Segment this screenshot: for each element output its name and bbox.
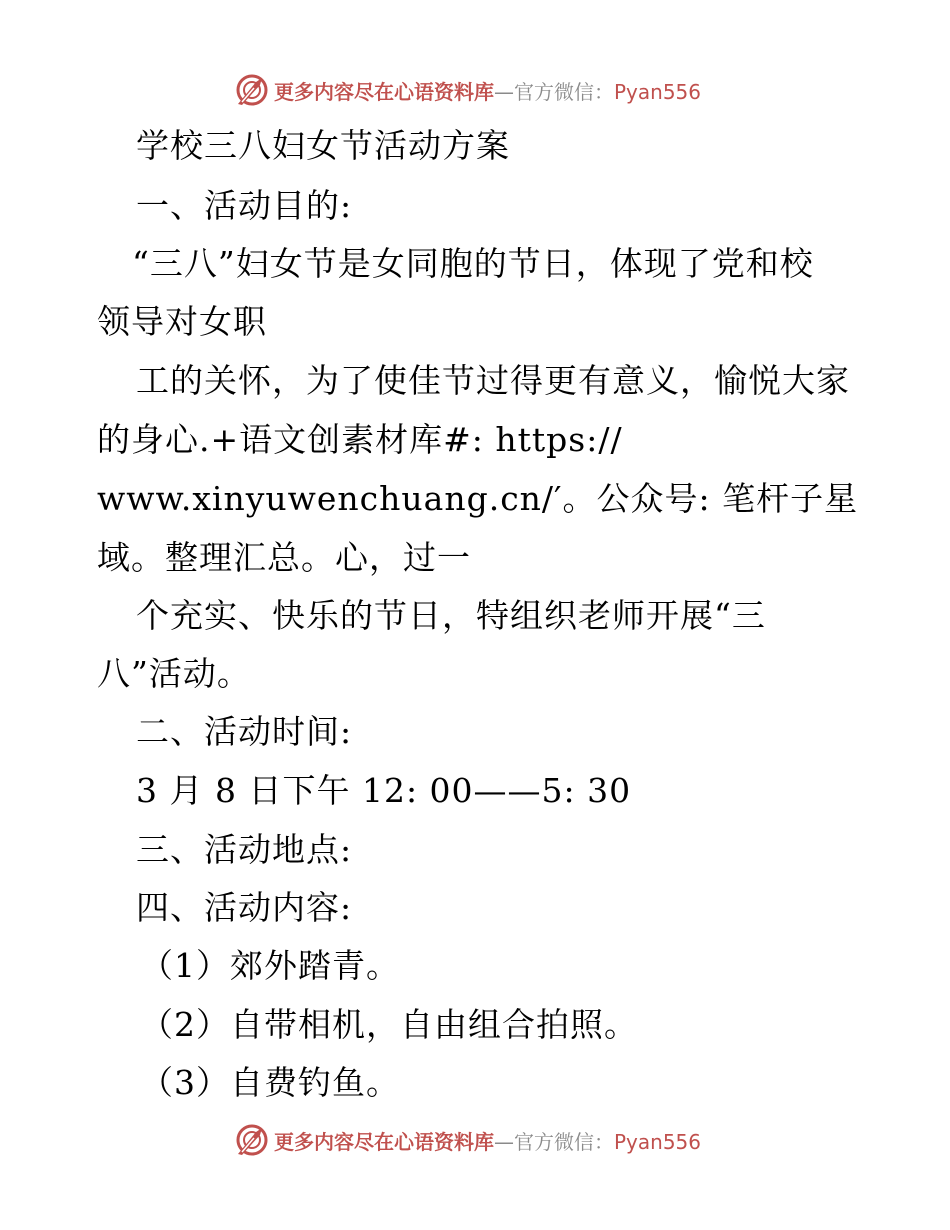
list-item: （3）自费钓鱼。 — [140, 1063, 400, 1102]
paragraph-line: 个充实、快乐的节日，特组织老师开展“三 — [136, 596, 766, 635]
watermark-wechat-label: 官方微信： — [514, 79, 614, 104]
section-heading-time: 二、活动时间: — [136, 712, 353, 751]
watermark-wechat-id: Pyan556 — [614, 79, 702, 104]
paragraph-line: “三八”妇女节是女同胞的节日，体现了党和校 — [132, 244, 814, 283]
watermark-text — [274, 1126, 701, 1155]
section-heading-location: 三、活动地点: — [136, 830, 353, 869]
section-heading-content: 四、活动内容: — [136, 888, 353, 927]
watermark-brand: 更多内容尽在心语资料库 — [274, 1129, 494, 1154]
paragraph-line: 领导对女职 — [97, 302, 267, 341]
document-title: 学校三八妇女节活动方案 — [136, 126, 510, 165]
paragraph-line: 八”活动。 — [97, 654, 251, 693]
paragraph-line: 工的关怀，为了使佳节过得更有意义，愉悦大家 — [136, 361, 850, 400]
paragraph-line: www.xinyuwenchuang.cn/′。公众号: 笔杆子星 — [97, 479, 859, 518]
watermark-separator: — — [494, 1129, 514, 1154]
watermark-content — [234, 1122, 701, 1158]
watermark-brand: 更多内容尽在心语资料库 — [274, 79, 494, 104]
paragraph-line: 的身心.+语文创素材库#: https:// — [97, 420, 623, 459]
section-heading-purpose: 一、活动目的: — [136, 186, 353, 225]
activity-time-value: 3 月 8 日下午 12: 00——5: 30 — [136, 771, 632, 810]
list-item: （2）自带相机，自由组合拍照。 — [140, 1005, 638, 1044]
paragraph-line: 域。整理汇总。心，过一 — [97, 538, 471, 577]
quill-pen-logo-icon — [234, 1122, 270, 1158]
footer-watermark — [0, 1118, 950, 1162]
watermark-wechat-id: Pyan556 — [614, 1129, 702, 1154]
watermark-wechat-label: 官方微信： — [514, 1129, 614, 1154]
watermark-separator: — — [494, 79, 514, 104]
list-item: （1）郊外踏青。 — [140, 946, 400, 985]
